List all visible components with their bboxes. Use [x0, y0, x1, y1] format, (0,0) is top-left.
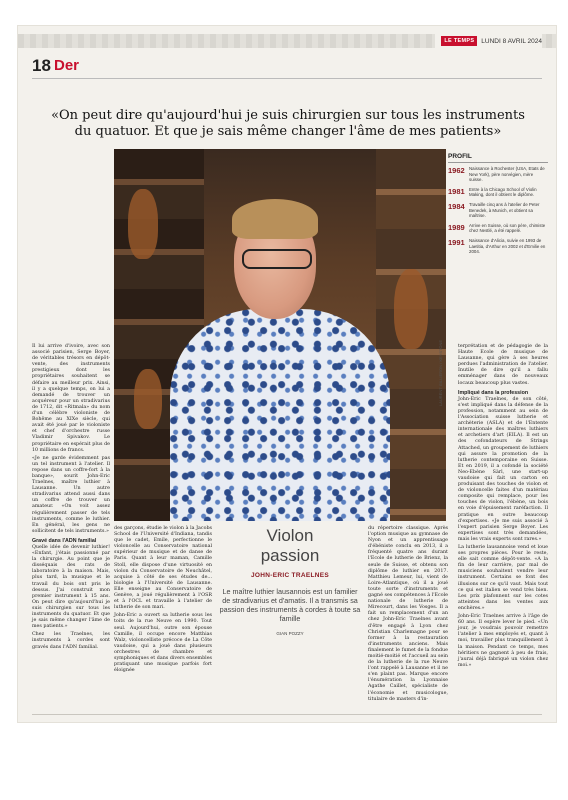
profile-item: [448, 187, 548, 198]
author-name: GIAN POZZY: [276, 631, 304, 636]
profile-year: 1962: [448, 166, 465, 175]
profile-item: [448, 238, 548, 255]
profile-year: 1984: [448, 201, 465, 211]
article-column-1: [32, 344, 110, 653]
portrait-photo: [114, 149, 446, 521]
footer-rule: [32, 714, 542, 715]
pull-quote: «On peut dire qu'aujourd'hui je suis chirurgien sur tous les instruments du quatuor. Et que je sais même changer l'âme de mes patients»: [51, 108, 525, 139]
article-column-2: [114, 526, 212, 676]
article-column-4: [458, 344, 548, 671]
article-paragraph: terprétation et de pédagogie de la Haute Ecole de musique de Lausanne, qui gère à ses heures perdues l'administration de l'atelier. Inutile de dire qu'il a fallu emménager dans de nouveaux locaux beaucoup plus vastes.: [458, 344, 548, 386]
subject-name: JOHN-ERIC TRAELNES: [251, 572, 329, 579]
article-column-3: [368, 526, 448, 705]
profile-text: Naissance d'Alicia, suivie en 1993 de Laetitia, d'Arthur en 2002 et d'Emilie en 2004.: [469, 237, 546, 255]
article-paragraph: Il lui arrive d'ivoire, avec son associé parisien, Serge Boyer, de véritables trésors en dépôt-vente, des instruments prestigieux dont les propriétaires souhaitent se défaire au meilleur prix. Ainsi, il y a quelque temps, on lui a demandé de trouver un acquéreur pour un stradivarius de 1712, dit «Ritmala» du nom d'un célèbre violoniste de Bohême au XIXe siècle, qui avait été joué par le violoniste et chef d'orchestre russe Vladimir Spivakov. Le propriétaire en espérait plus de 10 millions de francs.: [32, 344, 110, 453]
violin-shape: [134, 369, 162, 429]
profile-item: [448, 166, 548, 183]
violin-shape: [128, 189, 158, 259]
section-label: Der: [54, 57, 80, 74]
lead-paragraph: Le maître luthier lausannois est un familier de stradivarius et d'amatis. Il a transmis sa passion des instruments à cordes à toute sa famille: [219, 587, 361, 623]
profile-year: 1989: [448, 222, 465, 232]
profile-text: Travaille cinq ans à l'atelier de Peter Benedek, à Munich, et obtient sa maîtrise.: [469, 201, 540, 219]
article-paragraph: du répertoire classique. Après l'option musique au gymnase de Nyon et un apprentissage d'ébéniste conclu en 2013, il a fréquenté quatre ans durant l'Ecole de lutherie de Brienz, la seule de Suisse, et obtenu son diplôme de luthier en 2017. Matthieu Lemeur, lui, vient de Loire-Atlantique, où il a joué toute sorte d'instruments et gagné ses compétences à l'Ecole nationale de lutherie de Mirecourt, dans les Vosges. Il a fait un remplacement d'un an chez John-Eric Traelnes avant d'être engagé à Lyon chez Christian Charlemagne pour se former à la restauration d'instruments anciens. Mais finalement le fumet de la fondue moitié-moitié et l'accueil au sein de la lutherie de la rue Neuve l'ont rappelé à Lausanne et il ne s'en plaint pas. Marque encore l'énumération la Lyonnaise Agathe Caillet, spécialiste de l'économie et musicologue, titulaire de masters d'in-: [368, 526, 448, 702]
masthead: [435, 33, 542, 49]
violin-shape: [394, 269, 428, 349]
profile-item: [448, 202, 548, 219]
article-paragraph: John-Eric Traelnes, de son côté, s'est impliqué dans la défense de la profession, notamment au sein de l'Association suisse lutherie et archèterie (ASLA) et de l'Entente internationale des maîtres luthiers et archetiers d'art (EILA). Il est un des cofondateurs de Strings Attached, un groupement de luthiers qui assure la promotion de la lutherie contemporaine en Suisse. Et en 2019, il a cofondé la société Neo-Ebène Sàrl, une start-up vaudoise qui fait un carton en produisant des touches de violon et de violoncelle faites d'un matériau composite qui remplace, pour les touches de violon, l'ébène, un bois en voie d'épuisement raréfaction. Il pratique en outre beaucoup d'expertises. «Je me suis associé à l'expert parisien Serge Boyer. Les expertises sont très demandées, mais les vrais experts sont rares.»: [458, 396, 548, 542]
article-paragraph: des garçons, étudie le violon à la Jacobs School de l'Université d'Indiana, tandis que le cadet, Emile, perfectionne le violoncelle au Conservatoire national supérieur de musique et de danse de Paris. Quant à leur maman, Camille Stoll, elle dispose d'une virtuosité en violon du Conservatoire de Neuchâtel, acquise à côté de ses études de... biologie à l'Université de Lausanne. Elle enseigne au Conservatoire de Genève, a joué régulièrement à l'OSR et à l'OCL et travaille à l'atelier de lutherie de son mari.: [114, 526, 212, 611]
profile-text: Naissance à Rochester (USA, Etats de New York), père norvégien, mère suisse.: [469, 166, 545, 183]
profile-box: [448, 153, 548, 259]
article-paragraph: John-Eric Traelnes arrive à l'âge de 60 ans. Il espère lever le pied. «Un jour, je voudrais pouvoir remettre l'atelier à mes employés et, quant à moi, travailler plus tranquillement à la maison. Pendant ce temps, mes héritiers ne gagnent à peu de frais, j'aurai déjà fabriqué un violon chez moi.»: [458, 614, 548, 668]
profile-text: Entre à la Chicago School of Violin Making, dont il obtient le diplôme.: [469, 186, 537, 198]
newspaper-logo: LE TEMPS: [441, 36, 477, 46]
headline-block: [218, 526, 362, 636]
subheading: Impliqué dans la profession: [458, 389, 529, 396]
header-rule: [32, 78, 542, 79]
profile-item: [448, 223, 548, 234]
profile-text: Arrive en Suisse, où son père, chimiste chez Nestlé, a été rappelé.: [469, 222, 546, 234]
article-paragraph: John-Eric a ouvert sa lutherie sous les toits de la rue Neuve en 1990. Tout seul. Aujourd'hui, outre son épouse Camille, il occupe encore Matthias Walz, violoncelliste précoce de La Côte vaudoise, qui a joué dans plusieurs orchestres de chambre et symphoniques et dans divers ensembles pratiquant une musique parfois fort éloignée: [114, 613, 212, 674]
issue-date: LUNDI 8 AVRIL 2024: [481, 37, 542, 45]
hair: [232, 199, 318, 239]
page-number: 18: [32, 56, 51, 75]
newspaper-page: [18, 26, 556, 722]
article-paragraph: Quelle idée de devenir luthier! «Enfant, j'étais passionné par la chirurgie. Au point que je disséquais des rats de laboratoire à la maison. Mais, plus tard, la musique et le travail du bois ont pris le dessus. J'ai construit mon premier instrument à 15 ans. On peut dire qu'aujourd'hui je suis chirurgien sur tous les instruments du quatuor. Et que je sais même changer l'âme de mes patients.»: [32, 545, 110, 630]
subheading: Gravé dans l'ADN familial: [32, 537, 97, 544]
profile-year: 1991: [448, 237, 465, 247]
headline-line-2: passion: [260, 546, 320, 565]
headline-line-1: Violon: [266, 526, 314, 545]
article-paragraph: «Je ne garde évidemment pas un tel instrument à l'atelier. Il repose dans un coffre-fort à la banque», sourit John-Eric Traelnes, maître luthier à Lausanne. Un autre stradivarius attend aussi dans un coffre de trouver un amateur. «On voit assez régulièrement passer de tels instruments, comme le luthier. En général, les gens ne sollicitent de tels instruments.»: [32, 455, 110, 534]
glasses: [242, 249, 312, 269]
article-paragraph: La lutherie lausannoise vend et loue ses propres pièces. Pour le reste, elle sait comme dépôt-vente. «A la fin de leur carrière, par mal de musiciens souhaitent vendre leur instrument. Certains se font des illusions sur ce qu'il vaut. Mais tout ce qui est italien se vend très bien. Les prix plafonnent sur les cotes atteintes dans les ventes aux enchères.»: [458, 545, 548, 611]
article-paragraph: Chez les Traelnes, les instruments à cordes sont gravés dans l'ADN familial.: [32, 632, 110, 650]
profile-title: PROFIL: [448, 153, 548, 163]
photo-credit: LAURENT GILLIERON / KEYSTONE: [438, 339, 443, 406]
shirt: [170, 309, 390, 521]
profile-year: 1981: [448, 186, 465, 196]
